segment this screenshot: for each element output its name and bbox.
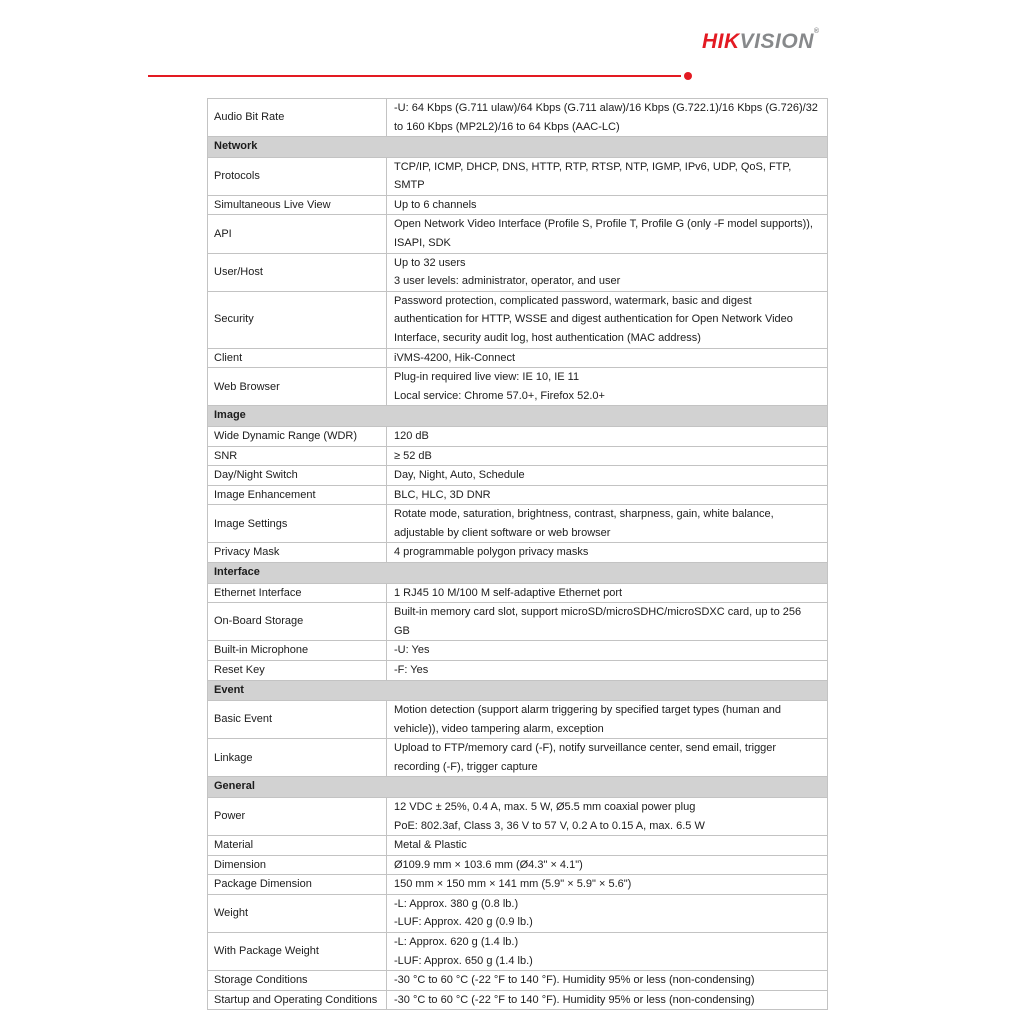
- section-header-row: [208, 563, 828, 584]
- spec-table-body: [208, 99, 828, 1010]
- spec-value-line: TCP/IP, ICMP, DHCP, DNS, HTTP, RTP, RTSP, NTP, IGMP, IPv6, UDP, QoS, FTP, SMTP: [394, 160, 792, 192]
- section-header-label: General: [208, 777, 828, 798]
- logo-hik-text: HIK: [702, 30, 740, 53]
- spec-value-cell: [387, 875, 828, 895]
- spec-value-line: -LUF: Approx. 420 g (0.9 lb.): [394, 916, 533, 929]
- spec-label-cell: Client: [208, 348, 387, 368]
- spec-value-cell: [387, 99, 828, 137]
- table-row: [208, 660, 828, 680]
- spec-label-cell: Privacy Mask: [208, 543, 387, 563]
- section-header-label: Event: [208, 680, 828, 701]
- spec-value-cell: [387, 641, 828, 661]
- table-row: [208, 485, 828, 505]
- hikvision-logo: [702, 30, 820, 54]
- spec-value-cell: [387, 215, 828, 253]
- spec-value-cell: [387, 739, 828, 777]
- red-divider-line: [148, 75, 681, 77]
- spec-value-line: 3 user levels: administrator, operator, and user: [394, 275, 621, 288]
- spec-label-cell: Linkage: [208, 739, 387, 777]
- spec-value-line: Motion detection (support alarm triggering by specified target types (human and vehicle)), video tampering alarm, exception: [394, 704, 782, 735]
- table-row: [208, 875, 828, 895]
- table-row: [208, 933, 828, 971]
- spec-label-cell: Day/Night Switch: [208, 466, 387, 486]
- spec-label-cell: Simultaneous Live View: [208, 195, 387, 215]
- table-row: [208, 836, 828, 856]
- spec-label-cell: API: [208, 215, 387, 253]
- trademark-symbol: ®: [813, 28, 820, 35]
- spec-label-cell: Built-in Microphone: [208, 641, 387, 661]
- spec-label-cell: Weight: [208, 894, 387, 932]
- table-row: [208, 426, 828, 446]
- table-row: [208, 797, 828, 835]
- table-row: [208, 505, 828, 543]
- spec-label-cell: Dimension: [208, 855, 387, 875]
- spec-label-cell: Web Browser: [208, 368, 387, 406]
- table-row: [208, 253, 828, 291]
- spec-value-line: -U: Yes: [394, 644, 430, 657]
- spec-value-cell: [387, 368, 828, 406]
- table-row: [208, 603, 828, 641]
- spec-value-line: 1 RJ45 10 M/100 M self-adaptive Ethernet port: [394, 586, 623, 599]
- spec-value-cell: [387, 836, 828, 856]
- spec-table: [207, 98, 828, 1010]
- spec-value-cell: [387, 485, 828, 505]
- spec-label-cell: Wide Dynamic Range (WDR): [208, 426, 387, 446]
- spec-value-line: Plug-in required live view: IE 10, IE 11: [394, 371, 580, 384]
- table-row: [208, 348, 828, 368]
- spec-value-line: iVMS-4200, Hik-Connect: [394, 351, 516, 364]
- table-row: [208, 739, 828, 777]
- spec-value-line: Upload to FTP/memory card (-F), notify surveillance center, send email, trigger recording (-F), trigger capture: [394, 742, 777, 773]
- spec-value-line: -30 °C to 60 °C (-22 °F to 140 °F). Humidity 95% or less (non-condensing): [394, 974, 755, 987]
- spec-label-cell: With Package Weight: [208, 933, 387, 971]
- spec-label-cell: Startup and Operating Conditions: [208, 990, 387, 1010]
- section-header-row: [208, 680, 828, 701]
- spec-label-cell: Material: [208, 836, 387, 856]
- table-row: [208, 894, 828, 932]
- table-row: [208, 215, 828, 253]
- spec-label-cell: Reset Key: [208, 660, 387, 680]
- spec-value-cell: [387, 253, 828, 291]
- spec-value-line: Built-in memory card slot, support microSD/microSDHC/microSDXC card, up to 256 GB: [394, 606, 802, 637]
- section-header-row: [208, 137, 828, 158]
- spec-label-cell: Audio Bit Rate: [208, 99, 387, 137]
- spec-value-cell: [387, 543, 828, 563]
- spec-value-cell: [387, 195, 828, 215]
- section-header-row: [208, 406, 828, 427]
- spec-value-cell: [387, 505, 828, 543]
- spec-label-cell: Package Dimension: [208, 875, 387, 895]
- table-row: [208, 195, 828, 215]
- spec-label-cell: Storage Conditions: [208, 971, 387, 991]
- table-row: [208, 990, 828, 1010]
- spec-value-line: Up to 6 channels: [394, 198, 477, 211]
- spec-value-line: 120 dB: [394, 429, 429, 442]
- section-header-label: Image: [208, 406, 828, 427]
- spec-value-line: PoE: 802.3af, Class 3, 36 V to 57 V, 0.2 A to 0.15 A, max. 6.5 W: [394, 819, 705, 832]
- spec-value-line: Local service: Chrome 57.0+, Firefox 52.0+: [394, 389, 605, 402]
- spec-value-line: Password protection, complicated password, watermark, basic and digest authentication for HTTP, WSSE and digest authentication for Open Network Video Interface, security audit log, host authentication (MAC address): [394, 294, 793, 345]
- logo-vision-text: VISION: [739, 30, 814, 53]
- section-header-label: Interface: [208, 563, 828, 584]
- table-row: [208, 291, 828, 348]
- spec-value-line: Rotate mode, saturation, brightness, contrast, sharpness, gain, white balance, adjustable by client software or web browser: [394, 508, 774, 539]
- section-header-row: [208, 777, 828, 798]
- spec-value-line: Open Network Video Interface (Profile S, Profile T, Profile G (only -F model supports)), ISAPI, SDK: [394, 218, 813, 250]
- spec-value-cell: [387, 466, 828, 486]
- table-row: [208, 583, 828, 603]
- spec-label-cell: User/Host: [208, 253, 387, 291]
- spec-value-cell: [387, 603, 828, 641]
- spec-label-cell: Image Settings: [208, 505, 387, 543]
- spec-value-line: -30 °C to 60 °C (-22 °F to 140 °F). Humidity 95% or less (non-condensing): [394, 993, 755, 1006]
- spec-label-cell: Protocols: [208, 157, 387, 195]
- spec-value-cell: [387, 348, 828, 368]
- table-row: [208, 368, 828, 406]
- spec-label-cell: Power: [208, 797, 387, 835]
- red-divider-dot: [684, 72, 692, 80]
- spec-value-line: -F: Yes: [394, 663, 429, 676]
- table-row: [208, 466, 828, 486]
- spec-value-line: ≥ 52 dB: [394, 449, 432, 462]
- table-row: [208, 446, 828, 466]
- spec-value-line: -L: Approx. 620 g (1.4 lb.): [394, 936, 519, 949]
- spec-value-line: Metal & Plastic: [394, 839, 467, 852]
- spec-value-line: Up to 32 users: [394, 256, 466, 269]
- spec-value-line: BLC, HLC, 3D DNR: [394, 488, 491, 501]
- spec-value-cell: [387, 894, 828, 932]
- section-header-label: Network: [208, 137, 828, 158]
- spec-value-line: 150 mm × 150 mm × 141 mm (5.9" × 5.9" × 5.6"): [394, 878, 632, 891]
- spec-value-line: Ø109.9 mm × 103.6 mm (Ø4.3" × 4.1"): [394, 858, 583, 871]
- spec-value-line: -U: 64 Kbps (G.711 ulaw)/64 Kbps (G.711 alaw)/16 Kbps (G.722.1)/16 Kbps (G.726)/32 to 160 Kbps (MP2L2)/16 to 64 Kbps (AAC-LC): [394, 102, 818, 133]
- spec-value-line: -L: Approx. 380 g (0.8 lb.): [394, 897, 519, 910]
- spec-label-cell: Ethernet Interface: [208, 583, 387, 603]
- spec-value-cell: [387, 855, 828, 875]
- table-row: [208, 855, 828, 875]
- spec-label-cell: SNR: [208, 446, 387, 466]
- table-row: [208, 641, 828, 661]
- spec-value-line: 12 VDC ± 25%, 0.4 A, max. 5 W, Ø5.5 mm coaxial power plug: [394, 800, 696, 813]
- spec-label-cell: Image Enhancement: [208, 485, 387, 505]
- spec-value-line: Day, Night, Auto, Schedule: [394, 469, 525, 482]
- spec-label-cell: On-Board Storage: [208, 603, 387, 641]
- spec-value-cell: [387, 426, 828, 446]
- spec-value-cell: [387, 701, 828, 739]
- table-row: [208, 701, 828, 739]
- spec-value-cell: [387, 933, 828, 971]
- spec-label-cell: Security: [208, 291, 387, 348]
- spec-value-cell: [387, 971, 828, 991]
- spec-value-cell: [387, 660, 828, 680]
- spec-value-cell: [387, 990, 828, 1010]
- spec-value-cell: [387, 157, 828, 195]
- table-row: [208, 543, 828, 563]
- table-row: [208, 157, 828, 195]
- table-row: [208, 971, 828, 991]
- table-row: [208, 99, 828, 137]
- spec-label-cell: Basic Event: [208, 701, 387, 739]
- spec-value-cell: [387, 291, 828, 348]
- spec-value-cell: [387, 583, 828, 603]
- spec-value-line: 4 programmable polygon privacy masks: [394, 546, 589, 559]
- spec-value-line: -LUF: Approx. 650 g (1.4 lb.): [394, 954, 533, 967]
- spec-value-cell: [387, 446, 828, 466]
- spec-value-cell: [387, 797, 828, 835]
